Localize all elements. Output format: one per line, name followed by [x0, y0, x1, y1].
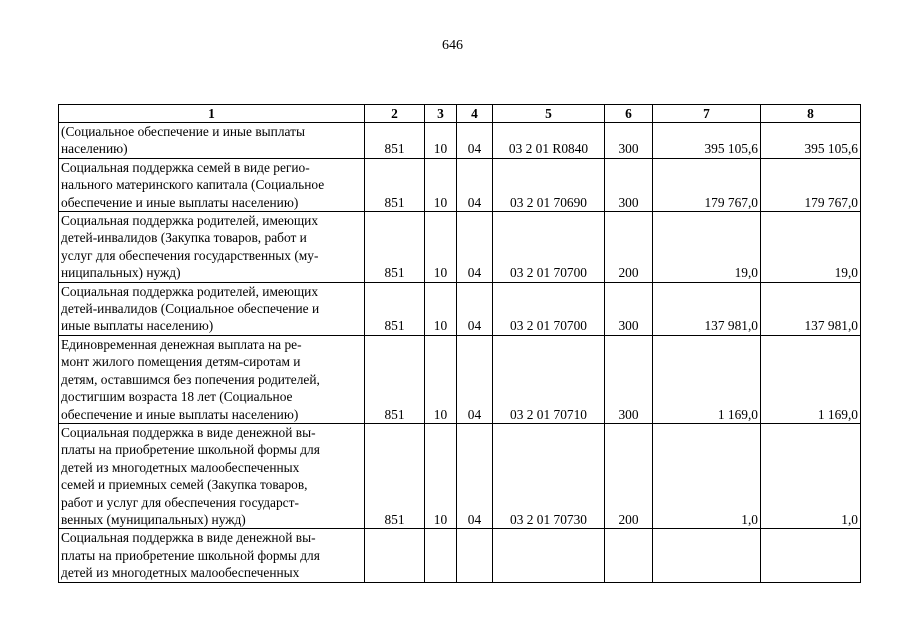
amount-executed: 1 169,0 [761, 335, 861, 423]
description-line: ниципальных) нужд) [61, 265, 181, 281]
table-row [59, 212, 861, 283]
amount-executed: 1,0 [761, 423, 861, 528]
col-header-5: 5 [493, 105, 605, 123]
row-description [59, 282, 365, 335]
description-line: детей-инвалидов (Закупка товаров, работ и [61, 230, 307, 246]
description-line: достигшим возраста 18 лет (Социальное [61, 389, 293, 405]
table-row [59, 282, 861, 335]
ministry-code: 851 [365, 335, 425, 423]
expense-type-code: 300 [605, 123, 653, 159]
description-line: платы на приобретение школьной формы для [61, 547, 320, 563]
description-line: семей и приемных семей (Закупка товаров, [61, 477, 308, 493]
target-article-code: 03 2 01 70700 [493, 212, 605, 283]
ministry-code: 851 [365, 123, 425, 159]
description-line: детей из многодетных малообеспеченных [61, 459, 300, 475]
description-line: платы на приобретение школьной формы для [61, 442, 320, 458]
description-line: детей из многодетных малообеспеченных [61, 565, 300, 581]
amount-executed: 179 767,0 [761, 158, 861, 211]
row-description [59, 529, 365, 582]
target-article-code [493, 529, 605, 582]
col-header-8: 8 [761, 105, 861, 123]
table-body [59, 123, 861, 583]
row-description [59, 123, 365, 159]
amount-executed: 137 981,0 [761, 282, 861, 335]
ministry-code: 851 [365, 158, 425, 211]
description-line: Социальная поддержка в виде денежной вы- [61, 424, 316, 440]
expense-type-code: 300 [605, 158, 653, 211]
subsection-code: 04 [457, 423, 493, 528]
expense-type-code: 200 [605, 423, 653, 528]
table-row [59, 529, 861, 582]
section-code: 10 [425, 282, 457, 335]
description-line: обеспечение и иные выплаты населению) [61, 194, 299, 210]
table-header-row [59, 105, 861, 123]
description-line: венных (муниципальных) нужд) [61, 511, 246, 527]
description-line: услуг для обеспечения государственных (му- [61, 247, 319, 263]
section-code: 10 [425, 423, 457, 528]
col-header-4: 4 [457, 105, 493, 123]
description-line: монт жилого помещения детям-сиротам и [61, 354, 301, 370]
amount-approved: 395 105,6 [653, 123, 761, 159]
col-header-7: 7 [653, 105, 761, 123]
description-line: Социальная поддержка семей в виде регио- [61, 159, 310, 175]
ministry-code: 851 [365, 212, 425, 283]
col-header-2: 2 [365, 105, 425, 123]
subsection-code: 04 [457, 212, 493, 283]
subsection-code: 04 [457, 282, 493, 335]
expense-type-code: 200 [605, 212, 653, 283]
amount-approved: 137 981,0 [653, 282, 761, 335]
description-line: детей-инвалидов (Социальное обеспечение и [61, 301, 320, 317]
description-line: (Социальное обеспечение и иные выплаты [61, 124, 305, 139]
subsection-code [457, 529, 493, 582]
target-article-code: 03 2 01 70710 [493, 335, 605, 423]
expense-type-code: 300 [605, 335, 653, 423]
row-description [59, 212, 365, 283]
amount-approved [653, 529, 761, 582]
col-header-3: 3 [425, 105, 457, 123]
amount-executed: 19,0 [761, 212, 861, 283]
description-line: Единовременная денежная выплата на ре- [61, 336, 302, 352]
description-line: детям, оставшимся без попечения родителей, [61, 371, 320, 387]
page-number: 646 [442, 38, 463, 53]
section-code: 10 [425, 335, 457, 423]
row-description [59, 423, 365, 528]
row-description [59, 158, 365, 211]
description-line: Социальная поддержка родителей, имеющих [61, 283, 319, 299]
section-code [425, 529, 457, 582]
amount-approved: 19,0 [653, 212, 761, 283]
col-header-6: 6 [605, 105, 653, 123]
description-line: работ и услуг для обеспечения государст- [61, 494, 299, 510]
subsection-code: 04 [457, 123, 493, 159]
description-line: иные выплаты населению) [61, 318, 214, 334]
amount-approved: 1,0 [653, 423, 761, 528]
amount-approved: 1 169,0 [653, 335, 761, 423]
col-header-1: 1 [59, 105, 365, 123]
ministry-code: 851 [365, 423, 425, 528]
amount-executed [761, 529, 861, 582]
amount-approved: 179 767,0 [653, 158, 761, 211]
table-row [59, 123, 861, 159]
description-line: обеспечение и иные выплаты населению) [61, 406, 299, 422]
subsection-code: 04 [457, 335, 493, 423]
section-code: 10 [425, 123, 457, 159]
table-row [59, 335, 861, 423]
subsection-code: 04 [457, 158, 493, 211]
ministry-code: 851 [365, 282, 425, 335]
description-line: Социальная поддержка родителей, имеющих [61, 213, 319, 229]
target-article-code: 03 2 01 70700 [493, 282, 605, 335]
expense-type-code: 300 [605, 282, 653, 335]
target-article-code: 03 2 01 R0840 [493, 123, 605, 159]
description-line: нального материнского капитала (Социальное [61, 177, 325, 193]
amount-executed: 395 105,6 [761, 123, 861, 159]
budget-table [58, 104, 861, 583]
target-article-code: 03 2 01 70730 [493, 423, 605, 528]
ministry-code [365, 529, 425, 582]
description-line: Социальная поддержка в виде денежной вы- [61, 530, 316, 546]
section-code: 10 [425, 212, 457, 283]
target-article-code: 03 2 01 70690 [493, 158, 605, 211]
row-description [59, 335, 365, 423]
section-code: 10 [425, 158, 457, 211]
description-line: населению) [61, 141, 128, 157]
table-row [59, 158, 861, 211]
expense-type-code [605, 529, 653, 582]
table-row [59, 423, 861, 528]
